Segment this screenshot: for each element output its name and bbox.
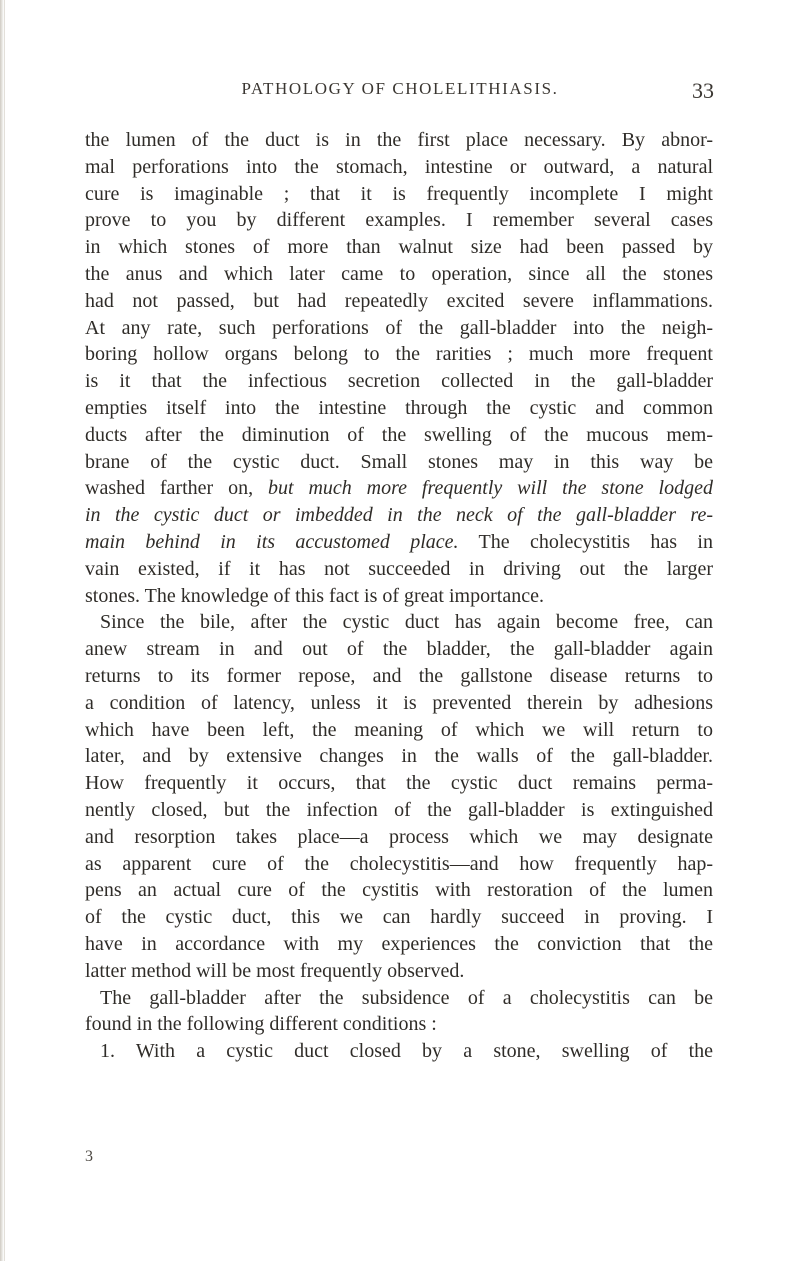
text-run: of the cystic duct, this we can hardly succeed in proving. I <box>85 906 713 929</box>
text-line <box>85 609 713 636</box>
italic-text-run: main behind in its accustomed place. <box>85 530 459 553</box>
text-line <box>85 315 713 342</box>
text-line <box>85 288 713 315</box>
text-line <box>85 985 713 1012</box>
text-run: returns to its former repose, and the gallstone disease returns to <box>85 664 713 687</box>
paragraph <box>85 1038 713 1065</box>
text-run: and resorption takes place—a process which we may designate <box>85 825 713 848</box>
text-line <box>85 154 713 181</box>
signature-mark: 3 <box>85 1148 93 1165</box>
text-line <box>85 636 713 663</box>
text-line <box>85 958 713 985</box>
page-gutter-line <box>4 0 5 1261</box>
text-run: stones. The knowledge of this fact is of great importance. <box>85 584 544 607</box>
text-line <box>85 824 713 851</box>
text-line <box>85 1038 713 1065</box>
paragraph <box>85 985 713 1039</box>
text-run: as apparent cure of the cholecystitis—and how frequently hap- <box>85 852 713 875</box>
text-run: washed farther on, <box>85 477 268 500</box>
text-line <box>85 395 713 422</box>
text-run: have in accordance with my experiences the conviction that the <box>85 932 713 955</box>
text-line <box>85 181 713 208</box>
body-text <box>85 127 713 1065</box>
text-line <box>85 690 713 717</box>
text-line <box>85 556 713 583</box>
text-run: How frequently it occurs, that the cystic duct remains perma- <box>85 772 713 795</box>
text-line <box>85 127 713 154</box>
text-line <box>85 663 713 690</box>
text-run: is it that the infectious secretion collected in the gall-bladder <box>85 370 713 393</box>
text-run: mal perforations into the stomach, intestine or outward, a natural <box>85 155 713 178</box>
italic-text-run: in the cystic duct or imbedded in the neck of the gall-bladder re- <box>85 504 713 527</box>
text-run: cure is imaginable ; that it is frequently incomplete I might <box>85 182 713 205</box>
text-run: 1. With a cystic duct closed by a stone, swelling of the <box>100 1040 713 1063</box>
text-run: boring hollow organs belong to the rarities ; much more frequent <box>85 343 713 366</box>
text-run: empties itself into the intestine through the cystic and common <box>85 396 713 419</box>
text-line <box>85 475 713 502</box>
text-line <box>85 904 713 931</box>
text-line <box>85 717 713 744</box>
text-run: The cholecystitis has in <box>458 530 713 553</box>
italic-text-run: but much more frequently will the stone lodged <box>267 477 713 500</box>
text-run: At any rate, such perforations of the gall-bladder into the neigh- <box>85 316 713 339</box>
text-line <box>85 261 713 288</box>
text-line <box>85 449 713 476</box>
text-line <box>85 207 713 234</box>
text-run: anew stream in and out of the bladder, the gall-bladder again <box>85 638 713 661</box>
paragraph <box>85 609 713 984</box>
text-line <box>85 877 713 904</box>
text-run: pens an actual cure of the cystitis with restoration of the lumen <box>85 879 713 902</box>
text-run: had not passed, but had repeatedly excited severe inflammations. <box>85 289 713 312</box>
page-number: 33 <box>692 78 714 103</box>
text-run: nently closed, but the infection of the gall-bladder is extinguished <box>85 798 713 821</box>
text-run: latter method will be most frequently observed. <box>85 959 465 982</box>
text-run: prove to you by different examples. I remember several cases <box>85 209 713 232</box>
text-line <box>85 529 713 556</box>
text-line <box>85 743 713 770</box>
text-run: ducts after the diminution of the swelling of the mucous mem- <box>85 423 713 446</box>
text-run: the lumen of the duct is in the first place necessary. By abnor- <box>85 129 713 151</box>
text-line <box>85 341 713 368</box>
text-run: Since the bile, after the cystic duct has again become free, can <box>100 611 713 634</box>
text-run: which have been left, the meaning of which we will return to <box>85 718 713 741</box>
text-line <box>85 368 713 395</box>
text-run: found in the following different conditions : <box>85 1013 437 1036</box>
text-line <box>85 502 713 529</box>
text-line <box>85 931 713 958</box>
text-run: The gall-bladder after the subsidence of a cholecystitis can be <box>100 986 713 1009</box>
text-run: a condition of latency, unless it is prevented therein by adhesions <box>85 691 713 714</box>
text-line <box>85 797 713 824</box>
text-line <box>85 422 713 449</box>
text-run: vain existed, if it has not succeeded in driving out the larger <box>85 557 713 580</box>
paragraph <box>85 127 713 609</box>
text-line <box>85 851 713 878</box>
text-line <box>85 1011 713 1038</box>
text-run: in which stones of more than walnut size had been passed by <box>85 236 713 259</box>
running-head-title: PATHOLOGY OF CHOLELITHIASIS. <box>241 79 559 98</box>
text-run: later, and by extensive changes in the walls of the gall-bladder. <box>85 745 713 768</box>
text-line <box>85 770 713 797</box>
text-run: the anus and which later came to operation, since all the stones <box>85 262 713 285</box>
text-run: brane of the cystic duct. Small stones may in this way be <box>85 450 713 473</box>
text-line <box>85 234 713 261</box>
text-line <box>85 583 713 610</box>
running-head <box>0 79 800 109</box>
